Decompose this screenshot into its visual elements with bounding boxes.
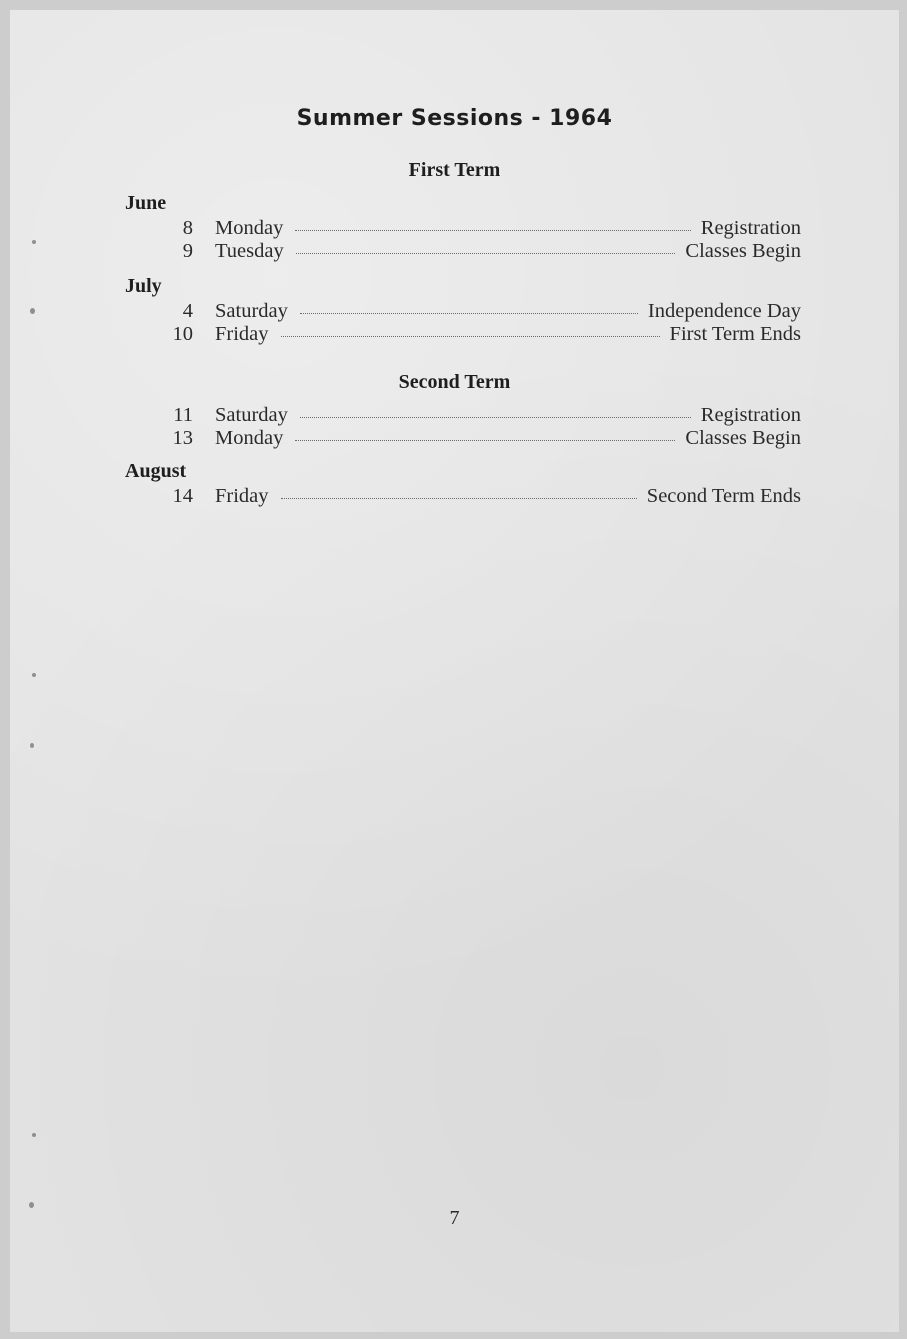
document-page: [10, 10, 899, 1332]
day-number: 11: [173, 404, 193, 426]
event-name: Registration: [700, 404, 801, 426]
month-heading-july: July: [125, 275, 162, 297]
event-name: Second Term Ends: [646, 485, 801, 507]
schedule-row: [140, 404, 801, 428]
dot-leader: [296, 253, 676, 254]
day-number: 8: [182, 217, 193, 239]
event-name: First Term Ends: [669, 323, 801, 345]
page-title: Summer Sessions - 1964: [296, 106, 613, 131]
event-name: Independence Day: [647, 300, 801, 322]
day-number: 9: [182, 240, 193, 262]
schedule-row: [140, 300, 801, 324]
day-number: 4: [182, 300, 193, 322]
month-heading-june: June: [125, 192, 167, 214]
second-term-heading: Second Term: [398, 371, 511, 393]
schedule-row: [140, 427, 801, 451]
schedule-row: [140, 323, 801, 347]
paper-speck: [30, 308, 35, 314]
page-number: 7: [449, 1207, 460, 1229]
month-heading-august: August: [125, 460, 187, 482]
event-name: Classes Begin: [685, 240, 801, 262]
paper-speck: [32, 1133, 36, 1137]
paper-speck: [32, 240, 36, 244]
weekday: Saturday: [215, 300, 288, 322]
event-name: Classes Begin: [685, 427, 801, 449]
weekday: Saturday: [215, 404, 288, 426]
schedule-row: [140, 485, 801, 509]
dot-leader: [295, 230, 690, 231]
weekday: Friday: [215, 323, 269, 345]
paper-speck: [30, 743, 34, 748]
dot-leader: [295, 440, 675, 441]
schedule-row: [140, 217, 801, 241]
weekday: Tuesday: [215, 240, 284, 262]
weekday: Friday: [215, 485, 269, 507]
day-number: 14: [172, 485, 193, 507]
event-name: Registration: [700, 217, 801, 239]
day-number: 13: [172, 427, 193, 449]
dot-leader: [281, 498, 637, 499]
dot-leader: [281, 336, 660, 337]
paper-speck: [32, 673, 36, 677]
first-term-heading: First Term: [408, 159, 501, 181]
weekday: Monday: [215, 217, 284, 239]
weekday: Monday: [215, 427, 284, 449]
dot-leader: [300, 313, 638, 314]
schedule-row: [140, 240, 801, 264]
dot-leader: [300, 417, 691, 418]
day-number: 10: [172, 323, 193, 345]
